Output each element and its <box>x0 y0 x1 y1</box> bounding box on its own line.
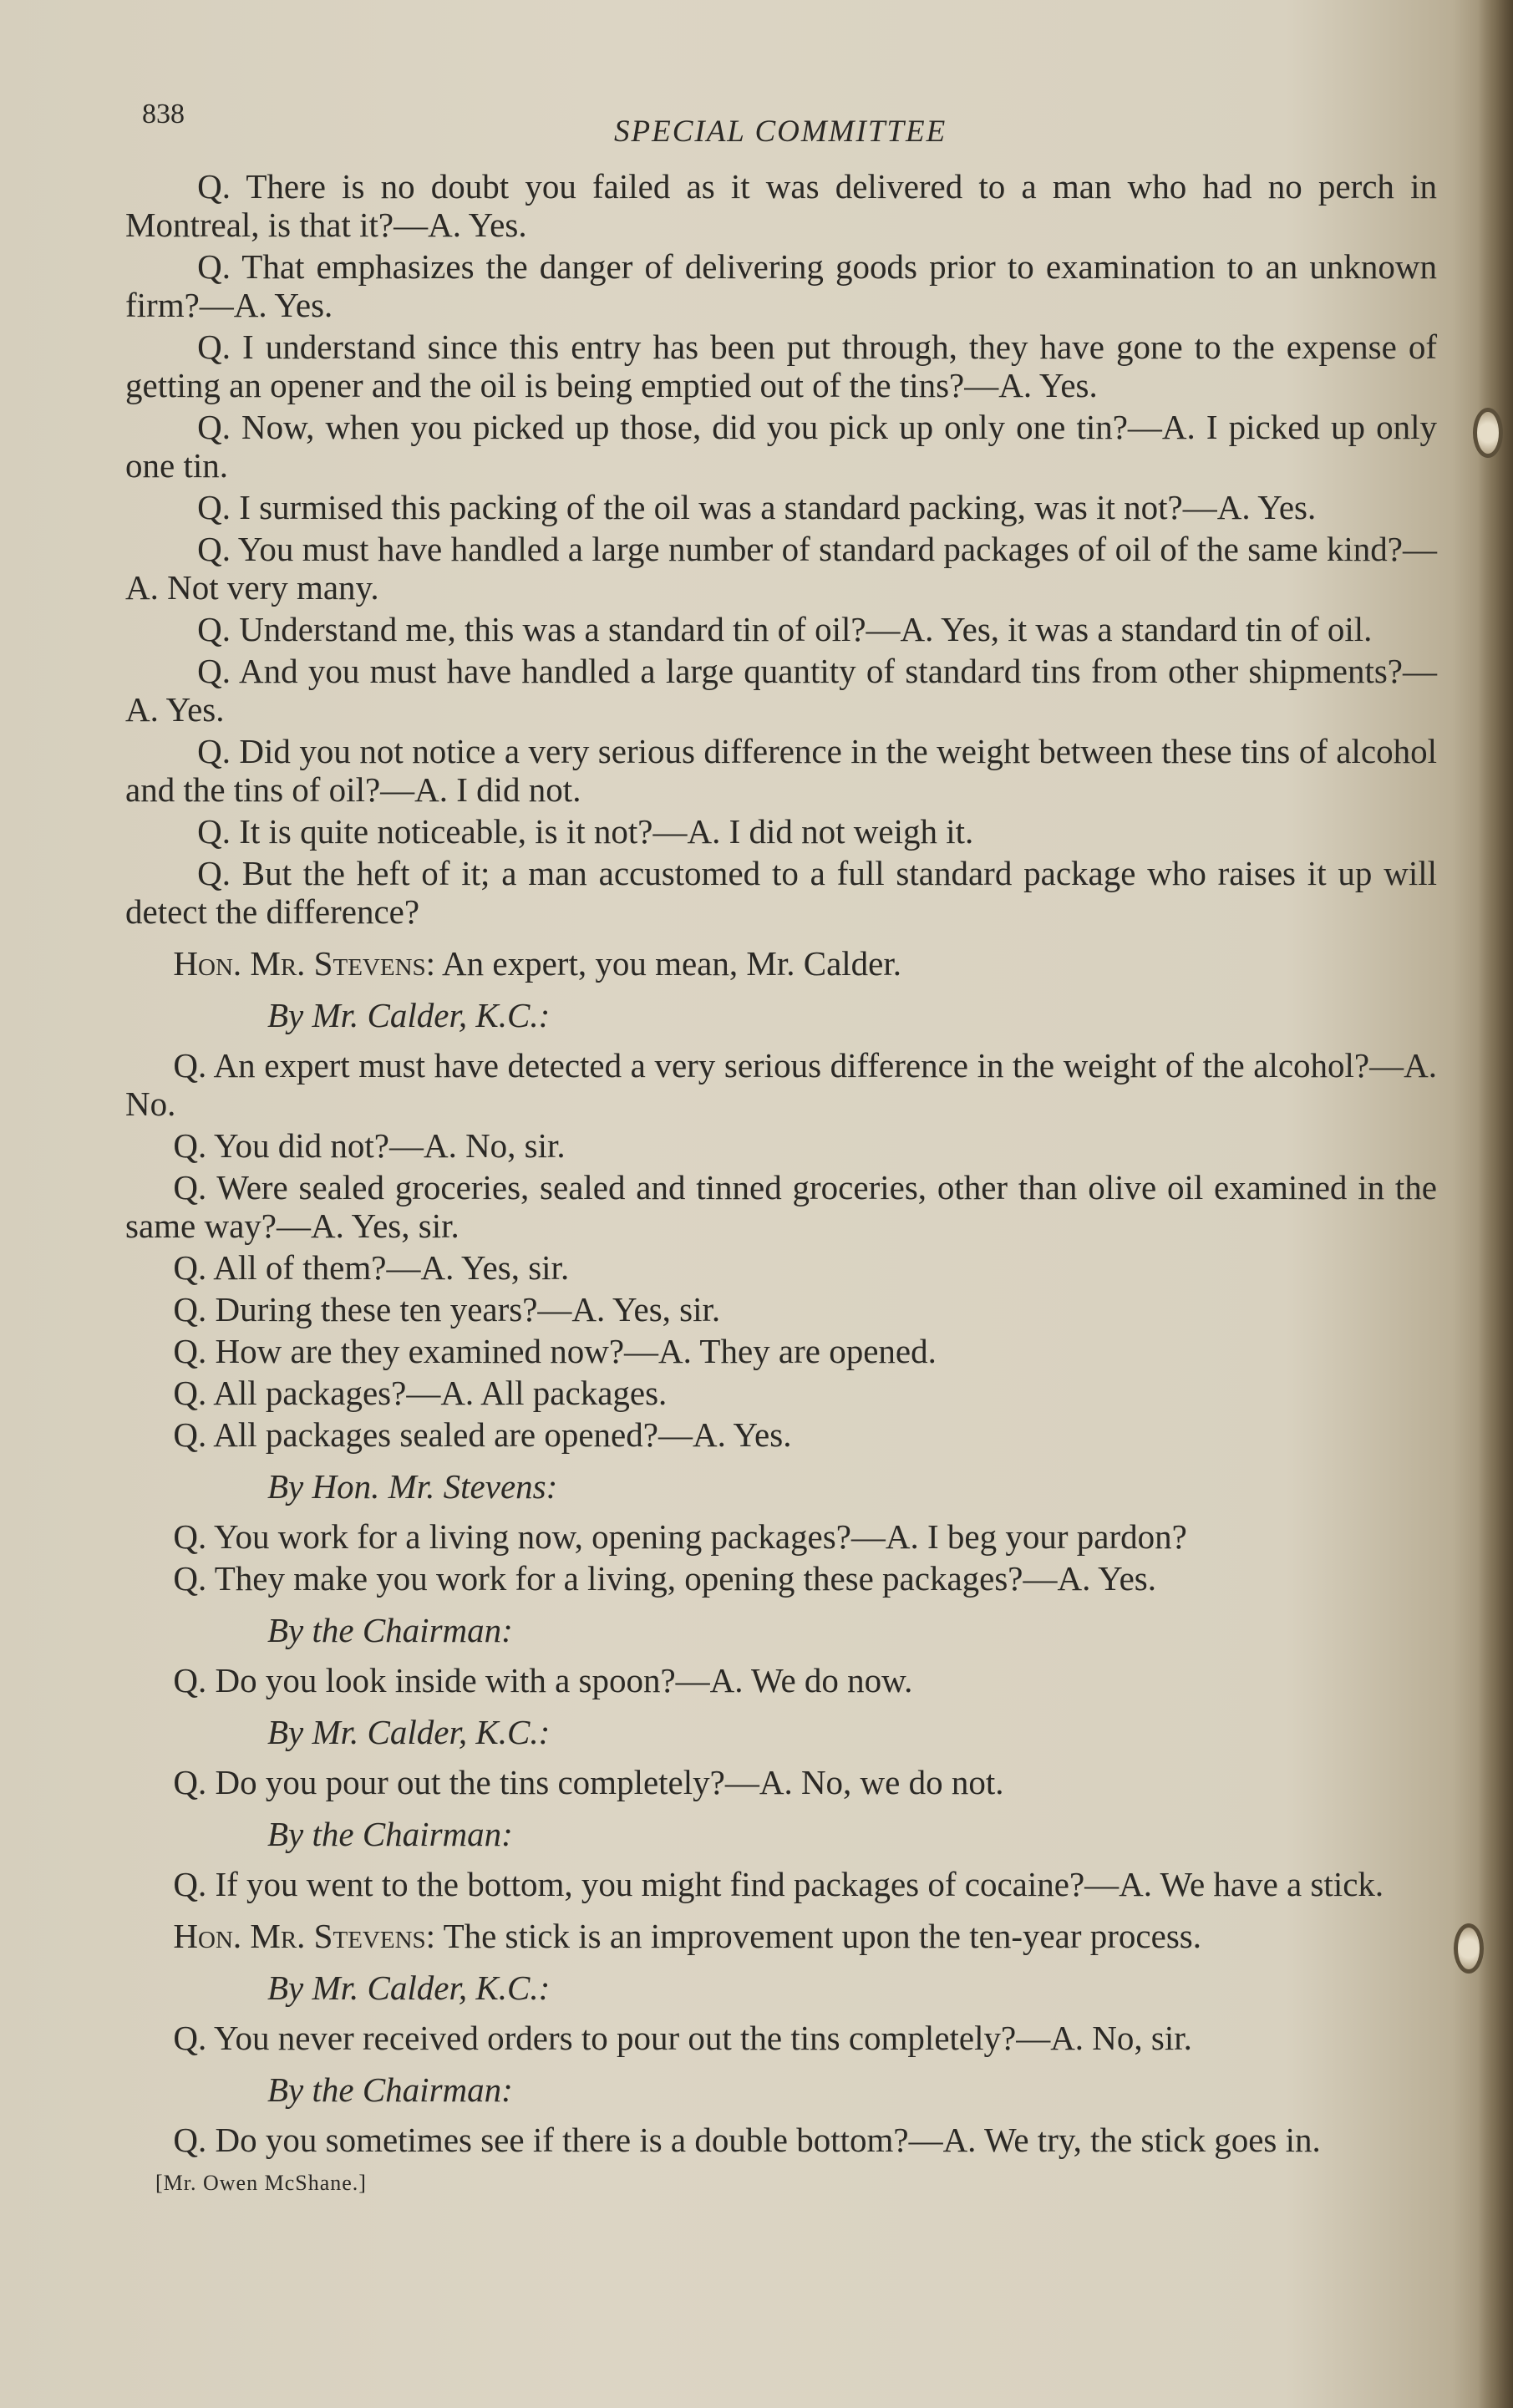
question-answer-paragraph: Q. All of them?—A. Yes, sir. <box>173 1248 570 1287</box>
examiner-heading: By Hon. Mr. Stevens: <box>267 1467 558 1506</box>
question-answer-paragraph: Q. And you must have handled a large quantity of standard tins from other shipments?—A. Yes. <box>125 652 1437 729</box>
question-answer-paragraph: Q. Were sealed groceries, sealed and tinned groceries, other than olive oil examined in the same way?—A. Yes, sir. <box>125 1168 1437 1245</box>
question-answer-paragraph: Q. You did not?—A. No, sir. <box>173 1126 566 1165</box>
question-answer-paragraph: Q. All packages sealed are opened?—A. Yes. <box>173 1415 792 1454</box>
binding-ring-mark-bottom <box>1454 1923 1484 1974</box>
examiner-heading: By Mr. Calder, K.C.: <box>267 996 551 1034</box>
question-answer-paragraph: Q. They make you work for a living, opening these packages?—A. Yes. <box>173 1559 1156 1598</box>
question-answer-paragraph: Q. It is quite noticeable, is it not?—A. I did not weigh it. <box>197 812 974 851</box>
question-answer-paragraph: Q. That emphasizes the danger of delivering goods prior to examination to an unknown firm?—A. Yes. <box>125 247 1437 324</box>
question-answer-paragraph: Q. Now, when you picked up those, did you pick up only one tin?—A. I picked up only one tin. <box>125 408 1437 485</box>
question-answer-paragraph: Q. But the heft of it; a man accustomed to a full standard package who raises it up will detect the difference? <box>125 854 1437 931</box>
question-answer-paragraph: Q. All packages?—A. All packages. <box>173 1374 668 1412</box>
question-answer-paragraph: Q. An expert must have detected a very serious difference in the weight of the alcohol?—A. No. <box>125 1046 1437 1123</box>
speaker-statement: The stick is an improvement upon the ten-year process. <box>443 1917 1201 1955</box>
speaker-name: Hon. Mr. Stevens: <box>173 944 436 983</box>
page-number: 838 <box>142 99 185 130</box>
examiner-heading: By the Chairman: <box>267 1611 513 1649</box>
question-answer-paragraph: Q. During these ten years?—A. Yes, sir. <box>173 1290 721 1328</box>
question-answer-paragraph: Q. Understand me, this was a standard tin of oil?—A. Yes, it was a standard tin of oil. <box>197 610 1373 648</box>
examiner-heading: By Mr. Calder, K.C.: <box>267 1969 551 2007</box>
speaker-paragraph <box>125 1917 1437 1955</box>
running-head: SPECIAL COMMITTEE <box>614 114 947 149</box>
examiner-heading: By the Chairman: <box>267 2070 513 2109</box>
question-answer-paragraph: Q. Do you sometimes see if there is a double bottom?—A. We try, the stick goes in. <box>173 2121 1321 2159</box>
question-answer-paragraph: Q. I surmised this packing of the oil was a standard packing, was it not?—A. Yes. <box>197 488 1317 526</box>
question-answer-paragraph: Q. Do you pour out the tins completely?—A. No, we do not. <box>173 1763 1004 1801</box>
question-answer-paragraph: Q. You never received orders to pour out the tins completely?—A. No, sir. <box>173 2019 1192 2057</box>
question-answer-paragraph: Q. How are they examined now?—A. They are opened. <box>173 1332 937 1370</box>
question-answer-paragraph: Q. I understand since this entry has been put through, they have gone to the expense of getting an opener and the oil is being emptied out of the tins?—A. Yes. <box>125 328 1437 404</box>
binding-ring-mark-top <box>1473 408 1503 458</box>
speaker-name: Hon. Mr. Stevens: <box>173 1917 436 1955</box>
question-answer-paragraph: Q. Do you look inside with a spoon?—A. We do now. <box>173 1661 913 1699</box>
speaker-paragraph <box>125 944 1437 983</box>
examiner-heading: By the Chairman: <box>267 1815 513 1853</box>
examiner-heading: By Mr. Calder, K.C.: <box>267 1713 551 1751</box>
question-answer-paragraph: Q. You must have handled a large number of standard packages of oil of the same kind?—A. Not very many. <box>125 530 1437 607</box>
book-spine-shadow <box>1478 0 1513 2408</box>
speaker-statement: An expert, you mean, Mr. Calder. <box>442 944 902 983</box>
witness-attribution-footer: [Mr. Owen McShane.] <box>155 2171 367 2195</box>
question-answer-paragraph: Q. You work for a living now, opening packages?—A. I beg your pardon? <box>173 1517 1187 1556</box>
question-answer-paragraph: Q. If you went to the bottom, you might find packages of cocaine?—A. We have a stick. <box>173 1865 1384 1903</box>
question-answer-paragraph: Q. There is no doubt you failed as it was delivered to a man who had no perch in Montreal, is that it?—A. Yes. <box>125 167 1437 244</box>
question-answer-paragraph: Q. Did you not notice a very serious difference in the weight between these tins of alcohol and the tins of oil?—A. I did not. <box>125 732 1437 809</box>
transcript-body <box>125 167 1437 2196</box>
